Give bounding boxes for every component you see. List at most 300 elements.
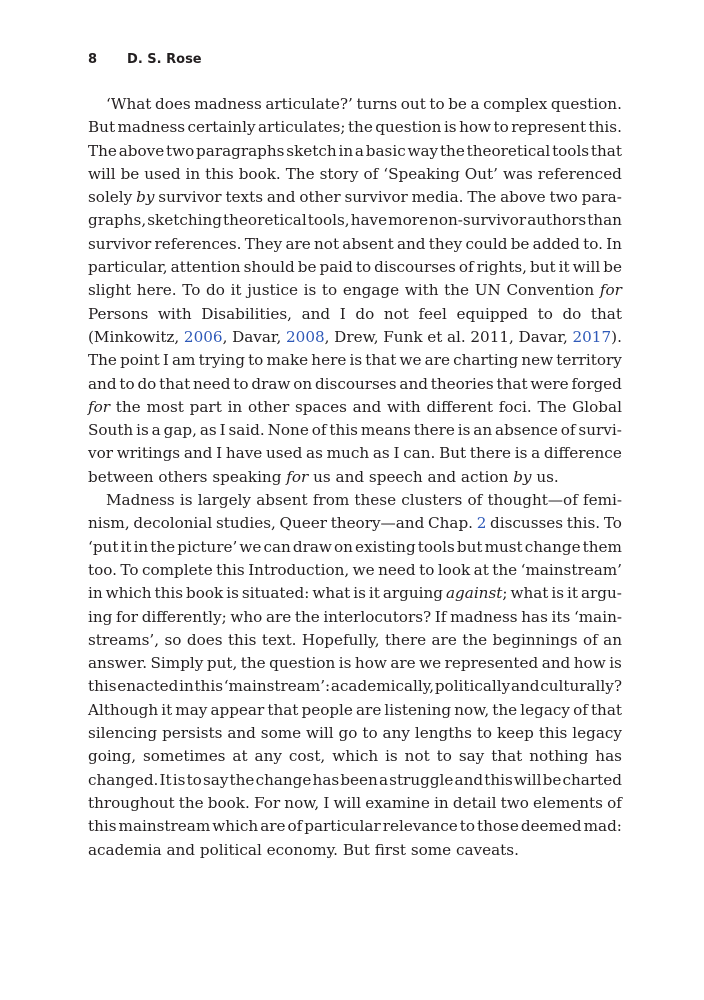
word: None: [267, 421, 309, 440]
word: differently;: [141, 607, 227, 626]
word: interlocutors?: [323, 607, 432, 626]
word: graphs,: [88, 211, 147, 230]
word: Queer: [279, 514, 327, 533]
word: paid: [319, 258, 353, 277]
word: as: [372, 444, 390, 463]
word: trying: [198, 351, 245, 370]
word: largely: [197, 491, 252, 510]
word: mad:: [583, 817, 622, 836]
word: can: [263, 537, 291, 556]
word: so: [164, 630, 182, 649]
word: forged: [571, 374, 622, 393]
word: elements: [533, 793, 603, 812]
word: Simply: [150, 654, 204, 673]
word: But: [342, 840, 370, 859]
word: in: [434, 793, 449, 812]
text-line: [88, 279, 622, 302]
word: but: [456, 537, 483, 556]
word: I: [339, 304, 346, 323]
emphasis: for: [286, 467, 309, 486]
text-line: [88, 675, 622, 698]
word: do: [562, 304, 582, 323]
word: this: [205, 164, 234, 183]
word: They: [244, 234, 283, 253]
word: as: [306, 444, 323, 463]
word: may: [175, 700, 208, 719]
word: that: [590, 700, 622, 719]
word: could: [465, 234, 508, 253]
word: articulates;: [258, 118, 346, 137]
word: the: [492, 700, 518, 719]
word: are: [424, 351, 450, 370]
text-line: [88, 116, 622, 139]
word: madness: [117, 118, 186, 137]
word: two: [549, 188, 578, 207]
word: it: [558, 258, 570, 277]
word: am: [171, 351, 196, 370]
page-number: 8: [88, 52, 98, 67]
word: we: [352, 560, 375, 579]
word: to: [362, 724, 378, 743]
text-line: [88, 536, 622, 559]
word: make: [266, 351, 309, 370]
word: femi-: [583, 491, 622, 510]
word: theoretical: [223, 211, 307, 230]
word: complete: [141, 560, 213, 579]
word: has: [521, 607, 548, 626]
word: Madness: [106, 491, 175, 510]
word: certainly: [187, 118, 256, 137]
word: has: [312, 770, 340, 789]
word: If: [434, 607, 447, 626]
word: answer.: [88, 654, 148, 673]
citation-link[interactable]: 2008: [286, 327, 325, 346]
word: throughout: [88, 793, 175, 812]
text-line: [88, 699, 622, 722]
word: tools: [552, 141, 590, 160]
word: of: [363, 164, 379, 183]
text-line: [88, 233, 622, 256]
word: to: [537, 304, 553, 323]
word: rights,: [476, 258, 527, 277]
word: question.: [550, 95, 622, 113]
text-line: [88, 606, 622, 629]
text-line: [88, 163, 622, 186]
word: and: [427, 467, 457, 486]
word: foci.: [498, 397, 532, 416]
word: and: [396, 234, 426, 253]
word: question: [269, 654, 336, 673]
word: and: [227, 724, 256, 743]
word: al.: [446, 327, 466, 346]
word: to: [321, 281, 338, 300]
word: look: [437, 560, 471, 579]
word: others: [158, 467, 208, 486]
word: to: [355, 258, 372, 277]
word: for: [116, 607, 139, 626]
word: madness: [194, 95, 262, 113]
word: has: [595, 747, 622, 766]
word: in: [338, 141, 354, 160]
word: to: [476, 724, 493, 743]
word: are: [431, 630, 457, 649]
word: this: [88, 817, 117, 836]
word: are: [260, 817, 286, 836]
word: to: [459, 817, 475, 836]
word: silencing: [88, 724, 158, 743]
word: does: [186, 630, 223, 649]
word: and: [301, 304, 331, 323]
word: feel: [418, 304, 447, 323]
word: survivor: [344, 188, 408, 207]
word: academically,: [330, 677, 435, 696]
word: and: [88, 374, 117, 393]
word: what: [312, 584, 351, 603]
word: and: [166, 840, 196, 859]
word: the: [444, 281, 470, 300]
word: and: [266, 188, 296, 207]
word: with: [157, 304, 192, 323]
word: arguing: [382, 584, 444, 603]
word: the: [229, 770, 255, 789]
word: that: [159, 374, 191, 393]
word: any: [254, 747, 282, 766]
text-line: [88, 419, 622, 442]
word: these: [354, 491, 397, 510]
word: what: [510, 584, 549, 603]
word: now,: [284, 793, 320, 812]
word: charting: [453, 351, 519, 370]
word: who: [230, 607, 263, 626]
word: that: [365, 351, 397, 370]
word: is: [514, 444, 528, 463]
word: to: [429, 95, 445, 113]
emphasis: by: [513, 467, 532, 486]
word: justice: [247, 281, 298, 300]
word: them: [582, 537, 622, 556]
word: go: [338, 724, 358, 743]
word: is: [551, 584, 565, 603]
word: how: [354, 654, 387, 673]
word: be: [448, 95, 467, 113]
word: gap,: [163, 421, 197, 440]
word: we: [239, 537, 262, 556]
word: above: [500, 188, 546, 207]
word: a: [354, 141, 364, 160]
word: sketching: [147, 211, 222, 230]
word: first: [374, 840, 407, 859]
word: theory—and: [330, 514, 425, 533]
word: an: [603, 630, 622, 649]
running-header: [88, 52, 202, 67]
word: was: [502, 164, 533, 183]
word: to: [248, 351, 264, 370]
paragraph-1: [88, 93, 622, 489]
word: Global: [572, 397, 622, 416]
word: para-: [581, 188, 622, 207]
word: is: [303, 281, 317, 300]
emphasis: for: [88, 397, 111, 416]
word: more: [388, 211, 428, 230]
word: is: [443, 118, 457, 137]
text-line: [88, 396, 622, 419]
text-line: [88, 326, 622, 349]
word: that: [590, 141, 622, 160]
word: used: [144, 164, 181, 183]
word: can.: [403, 444, 436, 463]
word: that: [590, 304, 622, 323]
word: thought—of: [487, 491, 578, 510]
word: Out’: [464, 164, 498, 183]
word: To: [120, 560, 139, 579]
word: 2006,: [183, 327, 228, 346]
word: this: [216, 560, 245, 579]
word: is: [226, 584, 239, 603]
word: are: [285, 234, 311, 253]
word: action: [460, 467, 509, 486]
word: But: [439, 444, 467, 463]
word: decolonial: [133, 514, 213, 533]
word: Drew,: [334, 327, 379, 346]
citation-link[interactable]: 2006: [183, 327, 223, 346]
word: to: [119, 374, 135, 393]
word: book.: [238, 164, 281, 183]
word: say: [202, 770, 229, 789]
word: tools,: [307, 211, 350, 230]
word: above: [118, 141, 165, 160]
word: attention: [170, 258, 241, 277]
word: of: [607, 793, 622, 812]
word: and: [335, 467, 365, 486]
word: relevance: [382, 817, 458, 836]
word: The: [88, 351, 117, 370]
text-line: [88, 792, 622, 815]
word: nism,: [88, 514, 130, 533]
word: charted: [562, 770, 622, 789]
word: a: [378, 770, 389, 789]
word: said.: [228, 421, 265, 440]
word: that: [267, 700, 299, 719]
word: The: [88, 141, 117, 160]
word: authors: [527, 211, 587, 230]
word: they: [428, 234, 463, 253]
word: academia: [88, 840, 162, 859]
word: the: [150, 537, 176, 556]
word: survivor: [158, 188, 222, 207]
word: that: [496, 374, 528, 393]
word: is: [353, 584, 366, 603]
word: this: [538, 724, 568, 743]
word: will: [88, 164, 116, 183]
text-line: [88, 209, 622, 232]
word: UN: [474, 281, 501, 300]
word: the: [492, 560, 518, 579]
word: but: [530, 258, 556, 277]
word: discourses: [374, 258, 456, 277]
word: story: [319, 164, 359, 183]
word: it: [230, 281, 242, 300]
word: ‘put: [88, 537, 119, 556]
word: I: [393, 444, 400, 463]
citation-link[interactable]: 2017: [572, 327, 612, 346]
word: two: [166, 141, 195, 160]
word: basic: [365, 141, 406, 160]
word: Persons: [88, 304, 149, 323]
word: situated:: [241, 584, 310, 603]
word: and: [510, 677, 540, 696]
word: changed.: [88, 770, 159, 789]
word: is: [136, 421, 149, 440]
word: ing: [88, 607, 113, 626]
word: will: [333, 793, 362, 812]
word: 2017).: [572, 327, 622, 346]
word: spaces: [295, 397, 347, 416]
emphasis: for: [599, 281, 622, 300]
word: vor: [88, 444, 113, 463]
word: not: [314, 234, 340, 253]
word: are: [356, 700, 382, 719]
word: ‘mainstream’: [520, 560, 622, 579]
word: persists: [162, 724, 223, 743]
word: represented: [444, 654, 539, 673]
word: 2011,: [470, 327, 514, 346]
word: equipped: [456, 304, 529, 323]
word: which: [212, 817, 259, 836]
word: we: [419, 654, 442, 673]
word: appear: [210, 700, 265, 719]
word: non-survivor: [429, 211, 527, 230]
word: and: [183, 444, 213, 463]
word: [600, 279, 622, 302]
word: lengths: [414, 724, 472, 743]
word: much: [326, 444, 370, 463]
word: picture’: [177, 537, 238, 556]
text-line: [88, 582, 622, 605]
word: The: [285, 164, 315, 183]
word: how: [459, 118, 491, 137]
word: be: [542, 770, 562, 789]
word: mainstream: [118, 817, 211, 836]
word: In: [606, 234, 622, 253]
word: it: [368, 584, 380, 603]
word: media.: [411, 188, 464, 207]
word: different: [426, 397, 493, 416]
word: in: [133, 537, 149, 556]
word: there: [469, 444, 511, 463]
word: be: [120, 164, 140, 183]
word: on: [333, 537, 353, 556]
text-line: [88, 93, 622, 116]
word: should: [243, 258, 295, 277]
word: ‘Speaking: [383, 164, 460, 183]
word: territory: [556, 351, 622, 370]
word: Convention: [506, 281, 595, 300]
word: will: [572, 258, 601, 277]
word: need: [192, 374, 231, 393]
text-line: [88, 839, 622, 862]
word: in: [179, 677, 194, 696]
word: studies,: [215, 514, 276, 533]
word: keep: [496, 724, 534, 743]
word: out: [400, 95, 426, 113]
word: to: [493, 118, 509, 137]
word: in: [185, 164, 201, 183]
word: Davar,: [518, 327, 568, 346]
word: is: [172, 770, 186, 789]
word: theories: [430, 374, 494, 393]
word: this: [227, 630, 257, 649]
word: way: [407, 141, 439, 160]
word: I: [216, 444, 223, 463]
word: survivor: [88, 234, 152, 253]
word: this.: [566, 514, 601, 533]
word: on: [293, 374, 313, 393]
text-line: [88, 489, 622, 512]
word: tools: [417, 537, 455, 556]
word: For: [254, 793, 281, 812]
word: of: [287, 817, 303, 836]
word: complex: [483, 95, 548, 113]
word: culturally?: [540, 677, 622, 696]
word: were: [530, 374, 569, 393]
word: I: [162, 351, 169, 370]
word: this.: [588, 118, 622, 137]
word: madness: [450, 607, 518, 626]
word: the: [347, 118, 373, 137]
word: change: [255, 770, 312, 789]
word: will: [306, 724, 334, 743]
word: from: [312, 491, 350, 510]
word: discusses: [490, 514, 564, 533]
word: existing: [355, 537, 416, 556]
word: is: [349, 351, 363, 370]
word: [477, 512, 487, 535]
word: us: [313, 467, 331, 486]
word: slight: [88, 281, 132, 300]
word: Davar,: [232, 327, 282, 346]
word: new: [521, 351, 554, 370]
word: this: [329, 421, 358, 440]
word: put,: [206, 654, 238, 673]
word: going,: [88, 747, 137, 766]
word: listening: [384, 700, 452, 719]
word: absence: [495, 421, 558, 440]
word: streams’,: [88, 630, 160, 649]
word: (Minkowitz,: [88, 327, 180, 346]
word: question: [375, 118, 442, 137]
word: not: [404, 747, 430, 766]
word: there: [384, 630, 427, 649]
word: speech: [368, 467, 423, 486]
word: change: [524, 537, 581, 556]
word: the: [462, 630, 488, 649]
word: means: [360, 421, 411, 440]
word: have: [350, 211, 388, 230]
word: to: [436, 747, 452, 766]
citation-link[interactable]: 2: [476, 514, 487, 533]
word: ‘What: [106, 95, 152, 113]
word: the: [439, 141, 465, 160]
text-line: [88, 466, 622, 489]
word: and: [352, 397, 382, 416]
text-line: [88, 442, 622, 465]
word: To: [603, 514, 622, 533]
word: I: [219, 421, 226, 440]
paragraph-2: [88, 489, 622, 862]
word: to: [186, 770, 202, 789]
word: this: [194, 677, 223, 696]
word: paragraphs: [196, 141, 285, 160]
